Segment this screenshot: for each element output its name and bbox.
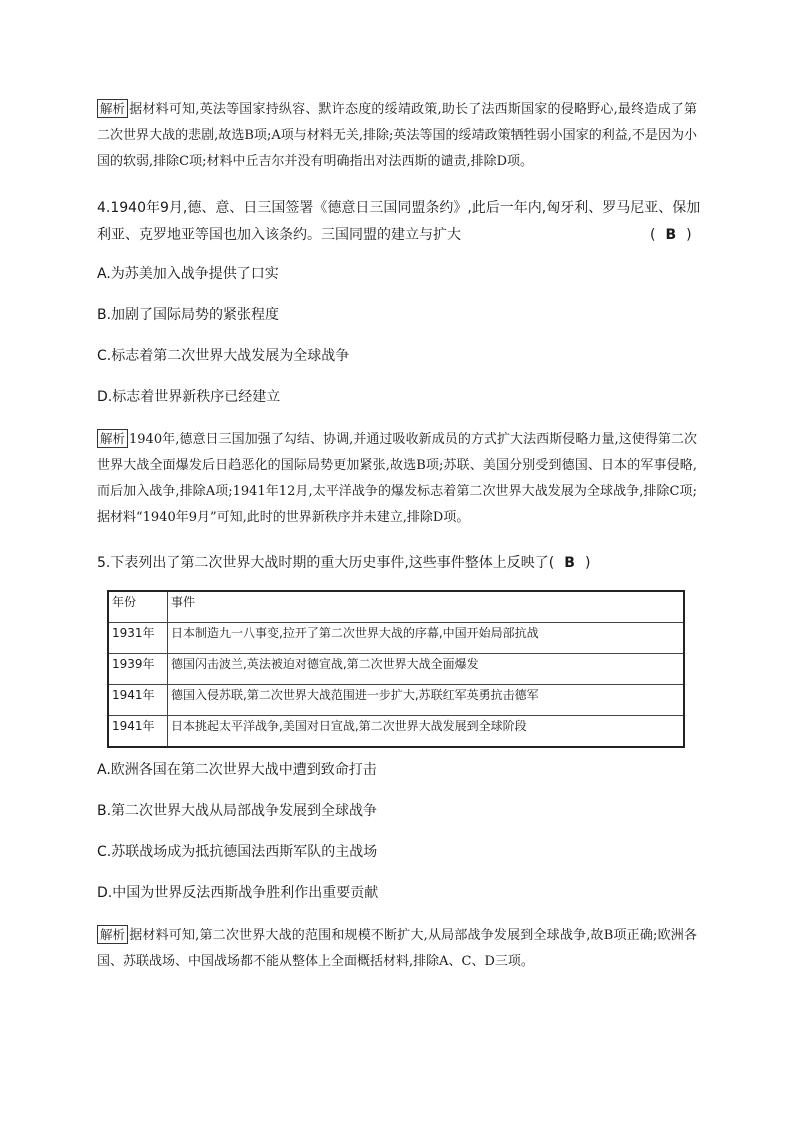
analysis-tag: 解析 bbox=[97, 429, 128, 448]
q4-option-c: C.标志着第二次世界大战发展为全球战争 bbox=[97, 348, 350, 364]
table-cell-year: 1931年 bbox=[108, 623, 168, 654]
table-cell-event: 日本制造九一八事变,拉开了第二次世界大战的序幕,中国开始局部抗战 bbox=[168, 623, 685, 654]
q5-stem: 5.下表列出了第二次世界大战时期的重大历史事件,这些事件整体上反映了( B ) bbox=[97, 555, 591, 571]
events-table bbox=[107, 590, 685, 748]
q5-option-c: C.苏联战场成为抵抗德国法西斯军队的主战场 bbox=[97, 844, 378, 860]
q4-stem bbox=[97, 195, 702, 249]
q3-analysis-text: 据材料可知,英法等国家持纵容、默许态度的绥靖政策,助长了法西斯国家的侵略野心,最终造成了第二次世界大战的悲剧,故选B项;A项与材料无关,排除;英法等国的绥靖政策牺牲弱小国家的利益,不是因为小国的软弱,排除C项;材料中丘吉尔并没有明确指出对法西斯的谴责,排除D项。 bbox=[97, 102, 697, 169]
table-cell-year: 1939年 bbox=[108, 654, 168, 685]
analysis-tag: 解析 bbox=[97, 99, 128, 118]
q3-analysis bbox=[97, 97, 697, 175]
q4-option-a: A.为苏美加入战争提供了口实 bbox=[97, 266, 279, 282]
table-row bbox=[108, 716, 684, 748]
table-cell-year: 1941年 bbox=[108, 685, 168, 716]
table-row bbox=[108, 685, 684, 716]
q4-answer-letter: B bbox=[665, 227, 677, 243]
analysis-tag: 解析 bbox=[97, 925, 128, 944]
q4-stem-text: 4.1940年9月,德、意、日三国签署《德意日三国同盟条约》,此后一年内,匈牙利、罗马尼亚、保加利亚、克罗地亚等国也加入该条约。三国同盟的建立与扩大 bbox=[97, 200, 701, 243]
q4-analysis-text: 1940年,德意日三国加强了勾结、协调,并通过吸收新成员的方式扩大法西斯侵略力量,这使得第二次世界大战全面爆发后日趋恶化的国际局势更加紧张,故选B项;苏联、美国分别受到德国、日本的军事侵略,而后加入战争,排除A项;1941年12月,太平洋战争的爆发标志着第二次世界大战发展为全球战争,排除C项;据材料“1940年9月”可知,此时的世界新秩序并未建立,排除D项。 bbox=[97, 432, 697, 525]
q5-analysis bbox=[97, 923, 697, 975]
q4-answer: ( B ) bbox=[650, 227, 692, 243]
table-cell-event: 德国入侵苏联,第二次世界大战范围进一步扩大,苏联红军英勇抗击德军 bbox=[168, 685, 685, 716]
table-header-year: 年份 bbox=[108, 591, 168, 623]
q5-stem-text: 5.下表列出了第二次世界大战时期的重大历史事件,这些事件整体上反映了( bbox=[97, 555, 555, 571]
table-row bbox=[108, 623, 684, 654]
q4-analysis bbox=[97, 427, 697, 531]
q5-option-d: D.中国为世界反法西斯战争胜利作出重要贡献 bbox=[97, 885, 379, 901]
table-cell-year: 1941年 bbox=[108, 716, 168, 748]
table-header-row bbox=[108, 591, 684, 623]
table-cell-event: 日本挑起太平洋战争,美国对日宣战,第二次世界大战发展到全球阶段 bbox=[168, 716, 685, 748]
q5-analysis-text: 据材料可知,第二次世界大战的范围和规模不断扩大,从局部战争发展到全球战争,故B项正确;欧洲各国、苏联战场、中国战场都不能从整体上全面概括材料,排除A、C、D三项。 bbox=[97, 928, 697, 969]
q5-option-a: A.欧洲各国在第二次世界大战中遭到致命打击 bbox=[97, 762, 377, 778]
table-header-event: 事件 bbox=[168, 591, 685, 623]
q4-option-b: B.加剧了国际局势的紧张程度 bbox=[97, 307, 280, 323]
q5-option-b: B.第二次世界大战从局部战争发展到全球战争 bbox=[97, 803, 378, 819]
q5-answer-letter: B bbox=[564, 555, 575, 571]
q4-option-d: D.标志着世界新秩序已经建立 bbox=[97, 389, 281, 405]
table-row bbox=[108, 654, 684, 685]
table-cell-event: 德国闪击波兰,英法被迫对德宣战,第二次世界大战全面爆发 bbox=[168, 654, 685, 685]
